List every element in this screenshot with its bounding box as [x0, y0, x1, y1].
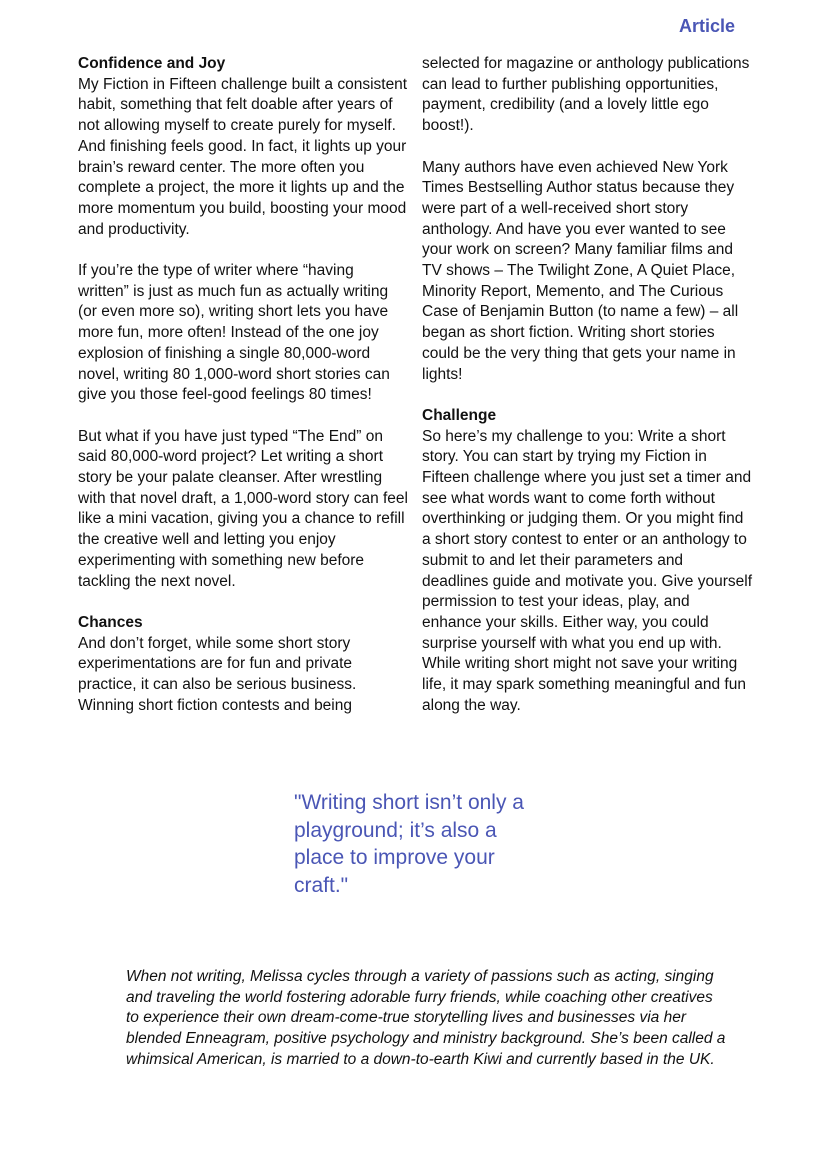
heading-challenge: Challenge — [422, 406, 497, 424]
article-column-right — [422, 54, 752, 737]
section-label: Article — [678, 16, 735, 36]
paragraph: selected for magazine or anthology publications can lead to further publishing opportunities, payment, credibility (and a lovely little ego boost!). — [422, 55, 750, 135]
paragraph: And don’t forget, while some short story experimentations are for fun and private practice, it can also be serious business. Winning short fiction contests and being — [78, 634, 357, 714]
heading-confidence-and-joy: Confidence and Joy — [78, 55, 226, 72]
paragraph: If you’re the type of writer where “having written” is just as much fun as actually writing (or even more so), writing short lets you have more fun, more often! Instead of the one joy explosion of finishing a single 80,000-word novel, writing 80 1,000-word short stories can give you those feel-good feelings 80 times! — [78, 262, 390, 404]
heading-chances: Chances — [78, 613, 143, 631]
paragraph: But what if you have just typed “The End” on said 80,000-word project? Let writing a short story be your palate cleanser. After wrestling with that novel draft, a 1,000-word story can feel like a mini vacation, giving you a chance to refill the creative well and letting you enjoy experimenting with something new before tackling the next novel. — [78, 427, 408, 590]
paragraph: Many authors have even achieved New York Times Bestselling Author status because they were part of a well-received short story anthology. And have you ever wanted to see your work on screen? Many familiar films and TV shows – The Twilight Zone, A Quiet Place, Minority Report, Memento, and The Curious Case of Benjamin Button (to name a few) – all began as short fiction. Writing short stories could be the very thing that gets your name in lights! — [422, 158, 739, 383]
article-column-left — [78, 54, 408, 737]
paragraph: My Fiction in Fifteen challenge built a consistent habit, something that felt doable after years of not allowing myself to create purely for myself. And finishing feels good. In fact, it lights up your brain’s reward center. The more often you complete a project, the more it lights up and the more momentum you build, boosting your mood and productivity. — [78, 75, 408, 238]
pull-quote: "Writing short isn’t only a playground; it’s also a place to improve your craft." — [294, 791, 524, 897]
paragraph: So here’s my challenge to you: Write a short story. You can start by trying my Fiction in Fifteen challenge where you just set a timer and see what words want to come forth without overthinking or judging them. Or you might find a short story contest to enter or an anthology to submit to and let their parameters and deadlines guide and motivate you. Give yourself permission to test your ideas, play, and enhance your skills. Either way, you could surprise yourself with what you end up with. While writing short might not save your writing life, it may spark something meaningful and fun along the way. — [422, 427, 753, 714]
author-bio: When not writing, Melissa cycles through a variety of passions such as acting, singing and traveling the world fostering adorable furry friends, while coaching other creatives to experience their own dream-come-true storytelling lives and businesses via her blended Enneagram, positive psychology and ministry background. She’s been called a whimsical American, is married to a down-to-earth Kiwi and currently based in the UK. — [126, 968, 726, 1068]
